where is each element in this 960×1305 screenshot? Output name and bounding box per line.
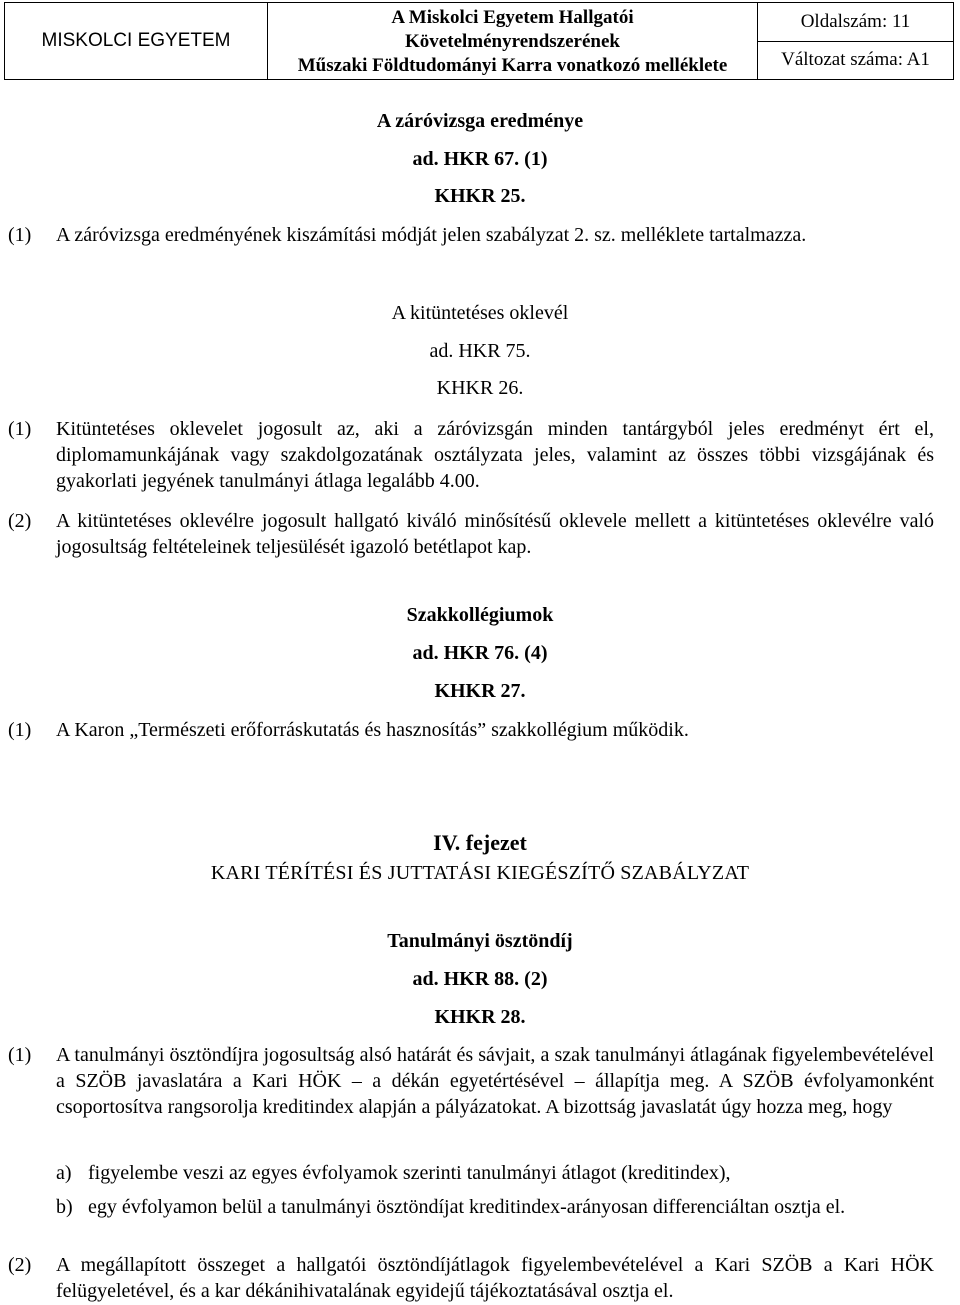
document-title (268, 3, 758, 79)
list-item-marker: b) (56, 1196, 73, 1218)
paragraph-text: A kitüntetéses oklevélre jogosult hallgató kiváló minősítésű oklevele mellett a kitüntetéses oklevélre való jogosultság feltételeinek teljesülését igazoló betétlapot kap. (56, 510, 934, 558)
title-line-2: Követelményrendszerének (405, 31, 620, 52)
section-title: Szakkollégiumok (406, 604, 554, 626)
paragraph (8, 508, 934, 560)
title-line-1: A Miskolci Egyetem Hallgatói (391, 7, 634, 28)
chapter-number: IV. fejezet (433, 830, 527, 855)
page-header (4, 2, 954, 80)
section-ref: ad. HKR 67. (1) (412, 148, 548, 170)
section-ref: KHKR 28. (434, 1006, 526, 1028)
paragraph-number: (2) (8, 510, 32, 532)
paragraph (8, 416, 934, 494)
paragraph (8, 1252, 934, 1304)
section-ref: KHKR 27. (434, 680, 526, 702)
list-item-marker: a) (56, 1162, 72, 1184)
section-ref: ad. HKR 75. (429, 340, 531, 362)
paragraph-number: (1) (8, 418, 32, 440)
page-meta (758, 3, 953, 79)
paragraph-text: A Karon „Természeti erőforráskutatás és hasznosítás” szakkollégium működik. (56, 719, 689, 741)
section-ref: KHKR 26. (436, 377, 524, 399)
version-number: Változat száma: A1 (781, 49, 930, 71)
paragraph (8, 1042, 934, 1120)
paragraph-text: A megállapított összeget a hallgatói ösztöndíjátlagok figyelembevételével a Kari SZÖB a Kari HÖK felügyeletével, és a kar dékánihivatalának egyidejű tájékoztatásával osztja el. (56, 1254, 934, 1302)
list-item-text: egy évfolyamon belül a tanulmányi ösztöndíjat kreditindex-arányosan differenciáltan osztja el. (88, 1196, 846, 1218)
list-item (56, 1160, 934, 1186)
section-ref: ad. HKR 88. (2) (412, 968, 548, 990)
paragraph-number: (2) (8, 1254, 32, 1276)
paragraph-number: (1) (8, 224, 32, 246)
section-title: Tanulmányi ösztöndíj (387, 930, 573, 952)
page-number: Oldalszám: 11 (758, 3, 953, 42)
title-line-3: Műszaki Földtudományi Karra vonatkozó melléklete (297, 55, 728, 76)
paragraph-text: A záróvizsga eredményének kiszámítási módját jelen szabályzat 2. sz. melléklete tartalmazza. (56, 224, 807, 246)
paragraph-text: A tanulmányi ösztöndíjra jogosultság alsó határát és sávjait, a szak tanulmányi átlagának figyelembevételével a SZÖB javaslatára a Kari HÖK – a dékán egyetértésével – állapítja meg. A SZÖB évfolyamonként csoportosítva rangsorolja kreditindex alapján a pályázatokat. A bizottság javaslatát úgy hozza meg, hogy (56, 1044, 934, 1118)
chapter-title: KARI TÉRÍTÉSI ÉS JUTTATÁSI KIEGÉSZÍTŐ SZABÁLYZAT (210, 862, 750, 884)
section-title: A záróvizsga eredménye (376, 110, 584, 132)
paragraph (8, 222, 934, 248)
paragraph-number: (1) (8, 719, 32, 741)
university-name: MISKOLCI EGYETEM (5, 3, 268, 79)
list-item-text: figyelembe veszi az egyes évfolyamok szerinti tanulmányi átlagot (kreditindex), (88, 1162, 731, 1184)
paragraph (8, 717, 934, 743)
paragraph-number: (1) (8, 1044, 32, 1066)
paragraph-text: Kitüntetéses oklevelet jogosult az, aki a záróvizsgán minden tantárgyból jeles eredményt ért el, diplomamunkájának vagy szakdolgozatának osztályzata jeles, valamint az összes többi vizsgájának és gyakorlati jegyének tanulmányi átlaga legalább 4.00. (56, 418, 934, 492)
list-item (56, 1194, 934, 1220)
section-ref: ad. HKR 76. (4) (412, 642, 548, 664)
section-title: A kitüntetéses oklevél (391, 302, 569, 324)
section-ref: KHKR 25. (434, 185, 526, 207)
